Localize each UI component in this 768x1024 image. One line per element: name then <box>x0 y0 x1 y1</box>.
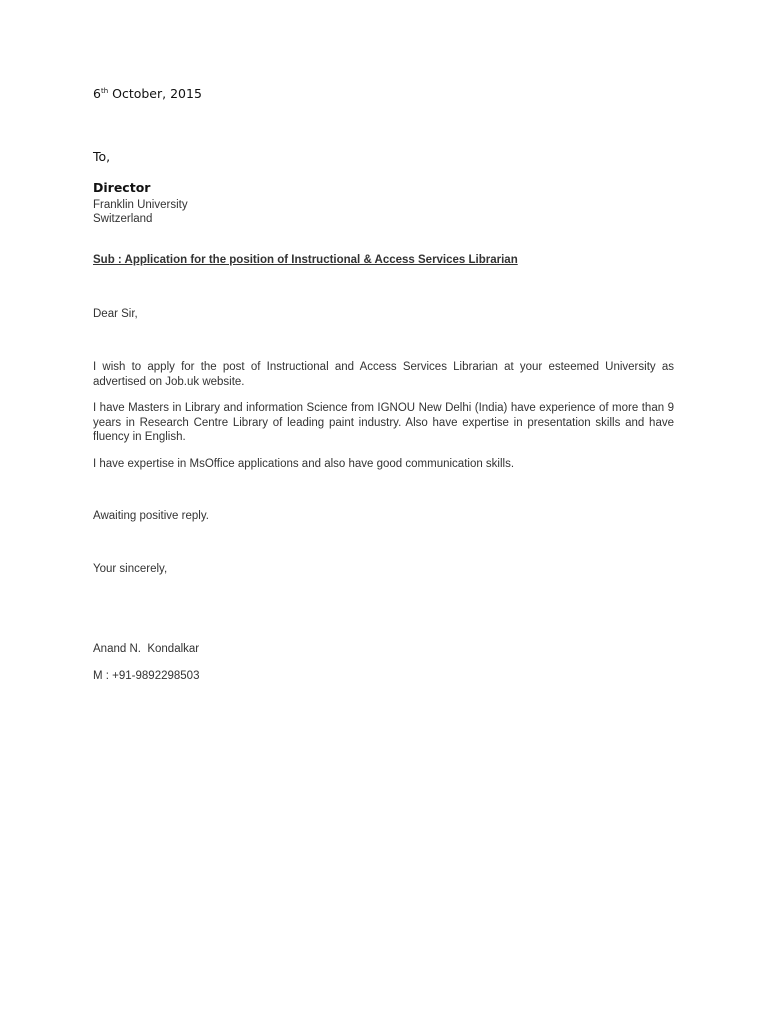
recipient-organization: Franklin University <box>93 199 188 211</box>
sender-name: Anand N. Kondalkar <box>93 643 200 655</box>
greeting: Dear Sir, <box>93 308 138 320</box>
body-paragraph-2: I have Masters in Library and information Science from IGNOU New Delhi (India) have experience of more than 9 years in Research Centre Library of leading paint industry. Also have expertise in presentation skills and have fluency in English. <box>93 402 674 443</box>
sender-mobile: M : +91-9892298503 <box>93 670 200 682</box>
recipient-location: Switzerland <box>93 213 153 225</box>
date-day: 6 <box>93 86 101 101</box>
recipient-title: Director <box>93 180 151 195</box>
letter-subject: Sub : Application for the position of Instructional & Access Services Librarian <box>93 254 518 266</box>
date-month-year: October, 2015 <box>108 86 202 101</box>
body-paragraph-1: I wish to apply for the post of Instructional and Access Services Librarian at your esteemed University as advertised on Job.uk website. <box>93 361 674 388</box>
closing-line: Awaiting positive reply. <box>93 510 209 522</box>
body-paragraph-3: I have expertise in MsOffice applications and also have good communication skills. <box>93 458 515 470</box>
sign-off: Your sincerely, <box>93 563 168 575</box>
letter-date <box>93 86 202 101</box>
salutation-to: To, <box>93 149 111 164</box>
date-ordinal: th <box>100 86 109 95</box>
